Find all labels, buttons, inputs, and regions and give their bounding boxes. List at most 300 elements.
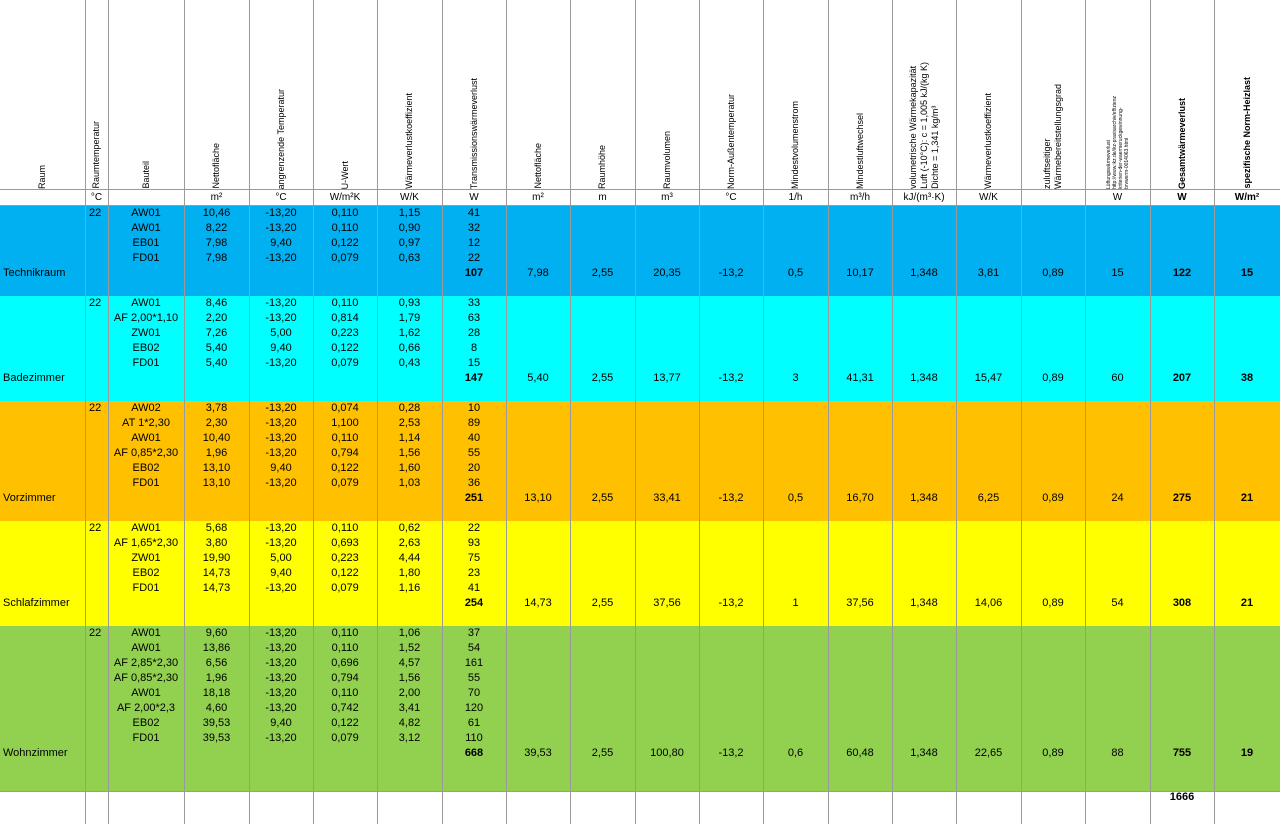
ventilation-loss-coefficient: 6,25 (977, 492, 1000, 504)
bauteil-cell: AW02 (131, 402, 161, 414)
room-volume: 37,56 (653, 597, 681, 609)
adjacent-temp-cell: -13,20 (265, 432, 297, 444)
ventilation-loss-coefficient: 15,47 (974, 372, 1003, 384)
column-header-label: volumetrische Wärmekapazität Luft (-10°C): c = 1,005 kJ/(kg K) Dichte = 1,341 kg/m³ (907, 62, 940, 189)
u-value-cell: 0,696 (331, 657, 359, 669)
transmission-loss-cell: 15 (467, 357, 481, 369)
area-cell: 39,53 (202, 717, 231, 729)
room-name: Technikraum (3, 267, 66, 279)
transmission-total: 107 (464, 267, 484, 279)
column-header[interactable] (1150, 0, 1214, 189)
recovery-efficiency: 0,89 (1042, 267, 1064, 279)
adjacent-temp-cell: -13,20 (265, 252, 297, 264)
bauteil-cell: EB01 (132, 237, 160, 249)
min-volume-flow: 0,5 (787, 492, 804, 504)
loss-coefficient-cell: 1,56 (398, 447, 421, 459)
specific-heat-load: 15 (1240, 267, 1254, 279)
room-temperature: 22 (89, 402, 102, 414)
bauteil-cell: ZW01 (131, 327, 161, 339)
area-cell: 5,40 (205, 357, 228, 369)
area-cell: 2,20 (205, 312, 228, 324)
bauteil-cell: AW01 (131, 222, 161, 234)
u-value-cell: 0,122 (331, 717, 359, 729)
bauteil-cell: AF 0,85*2,30 (113, 672, 179, 684)
area-cell: 8,46 (205, 297, 228, 309)
transmission-loss-cell: 33 (467, 297, 481, 309)
adjacent-temp-cell: -13,20 (265, 477, 297, 489)
area-cell: 13,86 (202, 642, 231, 654)
min-volume-flow: 0,5 (787, 267, 804, 279)
column-header[interactable] (184, 0, 249, 189)
adjacent-temp-cell: 9,40 (270, 717, 292, 729)
column-header-label: angrenzende Temperatur (275, 88, 286, 189)
u-value-cell: 0,079 (331, 477, 359, 489)
column-header[interactable] (1021, 0, 1085, 189)
total-heat-loss: 122 (1172, 267, 1192, 279)
column-header[interactable] (892, 0, 956, 189)
column-header-label: Wärmeverlustkoeffizient (404, 93, 414, 189)
column-unit: m² (210, 192, 223, 203)
heat-capacity: 1,348 (910, 747, 938, 759)
column-header-label: Gesamtwärmeverlust (1176, 97, 1187, 189)
heat-capacity: 1,348 (910, 597, 938, 609)
room-net-area: 5,40 (527, 372, 549, 384)
area-cell: 3,78 (205, 402, 228, 414)
area-cell: 2,30 (205, 417, 228, 429)
u-value-cell: 0,223 (331, 327, 359, 339)
column-header[interactable] (377, 0, 442, 189)
column-header[interactable] (1085, 0, 1150, 189)
bauteil-cell: AW01 (131, 522, 161, 534)
column-unit: W (1112, 192, 1123, 203)
room-temperature: 22 (89, 207, 102, 219)
heat-capacity: 1,348 (910, 372, 938, 384)
column-unit: W (1177, 192, 1187, 203)
loss-coefficient-cell: 1,16 (398, 582, 421, 594)
specific-heat-load: 38 (1240, 372, 1254, 384)
column-header[interactable] (828, 0, 892, 189)
column-unit: m³ (661, 192, 673, 203)
transmission-loss-cell: 55 (467, 447, 481, 459)
column-unit: °C (275, 192, 287, 203)
adjacent-temp-cell: -13,20 (265, 417, 297, 429)
u-value-cell: 0,079 (331, 732, 359, 744)
loss-coefficient-cell: 1,52 (398, 642, 421, 654)
bauteil-cell: AW01 (131, 207, 161, 219)
bauteil-cell: FD01 (132, 477, 160, 489)
heat-capacity: 1,348 (910, 267, 938, 279)
column-header-label: Raum (37, 164, 47, 189)
u-value-cell: 0,122 (331, 237, 359, 249)
transmission-loss-cell: 37 (467, 627, 481, 639)
area-cell: 8,22 (205, 222, 228, 234)
column-header[interactable] (699, 0, 763, 189)
column-header[interactable] (570, 0, 635, 189)
outdoor-temperature: -13,2 (718, 747, 744, 759)
area-cell: 18,18 (202, 687, 231, 699)
u-value-cell: 0,079 (331, 357, 359, 369)
room-name: Schlafzimmer (3, 597, 70, 609)
u-value-cell: 0,814 (331, 312, 359, 324)
transmission-loss-cell: 36 (467, 477, 481, 489)
adjacent-temp-cell: -13,20 (265, 732, 297, 744)
area-cell: 7,98 (205, 237, 228, 249)
column-header-label: U-Wert (339, 160, 350, 189)
adjacent-temp-cell: -13,20 (265, 672, 297, 684)
loss-coefficient-cell: 1,56 (398, 672, 421, 684)
room-net-area: 39,53 (524, 747, 552, 759)
bauteil-cell: AF 2,85*2,30 (113, 657, 179, 669)
recovery-efficiency: 0,89 (1042, 597, 1064, 609)
transmission-loss-cell: 89 (467, 417, 481, 429)
column-header-label: Raumhöhe (597, 144, 607, 189)
transmission-total: 254 (464, 597, 484, 609)
u-value-cell: 0,079 (331, 252, 359, 264)
u-value-cell: 0,110 (331, 222, 359, 234)
u-value-cell: 0,110 (331, 432, 359, 444)
loss-coefficient-cell: 1,15 (398, 207, 421, 219)
column-header[interactable] (108, 0, 184, 189)
min-volume-flow: 3 (792, 372, 799, 384)
transmission-total: 251 (464, 492, 484, 504)
loss-coefficient-cell: 0,63 (398, 252, 421, 264)
column-header-label: Mindestvolumenstrom (790, 100, 800, 189)
total-heat-loss: 308 (1172, 597, 1192, 609)
adjacent-temp-cell: -13,20 (265, 357, 297, 369)
column-header-label: Mindestluftwechsel (854, 112, 865, 189)
loss-coefficient-cell: 0,93 (398, 297, 421, 309)
transmission-loss-cell: 20 (467, 462, 481, 474)
u-value-cell: 0,693 (331, 537, 359, 549)
ventilation-loss-coefficient: 3,81 (977, 267, 1000, 279)
room-volume: 20,35 (653, 267, 681, 279)
bauteil-cell: AW01 (131, 627, 161, 639)
bauteil-cell: FD01 (132, 582, 160, 594)
ventilation-loss: 60 (1111, 372, 1124, 384)
transmission-loss-cell: 41 (467, 207, 481, 219)
room-name: Wohnzimmer (3, 747, 68, 759)
min-air-change: 60,48 (846, 747, 874, 759)
column-unit: W/K (400, 192, 419, 203)
area-cell: 10,46 (202, 207, 231, 219)
column-header-label: Raumvolumen (661, 130, 672, 189)
total-heat-loss: 275 (1172, 492, 1192, 504)
transmission-loss-cell: 41 (467, 582, 481, 594)
bauteil-cell: EB02 (132, 462, 160, 474)
transmission-loss-cell: 161 (464, 657, 484, 669)
transmission-loss-cell: 8 (470, 342, 478, 354)
column-unit (0, 190, 85, 205)
loss-coefficient-cell: 0,97 (398, 237, 421, 249)
u-value-cell: 0,742 (331, 702, 359, 714)
column-unit: W/K (979, 192, 998, 203)
adjacent-temp-cell: -13,20 (265, 657, 297, 669)
column-unit: °C (725, 192, 737, 203)
u-value-cell: 0,223 (331, 552, 359, 564)
adjacent-temp-cell: -13,20 (265, 627, 297, 639)
bauteil-cell: AF 2,00*2,3 (116, 702, 176, 714)
column-header-label: zuluftseitiger Wärmebereitstellungsgrad (1042, 83, 1063, 189)
bauteil-cell: EB02 (132, 567, 160, 579)
adjacent-temp-cell: -13,20 (265, 582, 297, 594)
column-header-label: Norm-Außentemperatur (725, 93, 736, 189)
column-unit: m² (532, 192, 544, 203)
u-value-cell: 0,122 (331, 462, 359, 474)
area-cell: 1,96 (205, 672, 228, 684)
loss-coefficient-cell: 2,63 (398, 537, 421, 549)
loss-coefficient-cell: 1,03 (398, 477, 421, 489)
loss-coefficient-cell: 0,62 (398, 522, 421, 534)
column-unit (108, 190, 184, 205)
u-value-cell: 0,110 (331, 207, 359, 219)
bauteil-cell: FD01 (132, 252, 160, 264)
room-volume: 100,80 (650, 747, 684, 759)
room-height: 2,55 (591, 747, 614, 759)
u-value-cell: 0,122 (331, 342, 359, 354)
column-header-label: spezifische Norm-Heizlast (1241, 77, 1252, 189)
u-value-cell: 0,794 (331, 447, 359, 459)
transmission-loss-cell: 40 (467, 432, 481, 444)
transmission-loss-cell: 63 (467, 312, 481, 324)
loss-coefficient-cell: 4,44 (398, 552, 421, 564)
area-cell: 13,10 (202, 462, 231, 474)
column-header-label: Lüftungswärmeverlust http://www.ikz.de/ikz-praxisarchiv/effizienz kriterien-der-waermeruckgewinnung- brvwerm-0014063.html (1105, 96, 1130, 189)
loss-coefficient-cell: 0,66 (398, 342, 421, 354)
total-heat-loss: 755 (1172, 747, 1192, 759)
area-cell: 39,53 (202, 732, 231, 744)
ventilation-loss: 88 (1111, 747, 1124, 759)
adjacent-temp-cell: -13,20 (265, 207, 297, 219)
min-volume-flow: 1 (792, 597, 799, 609)
column-header-label: Nettofläche (211, 143, 221, 189)
loss-coefficient-cell: 1,80 (398, 567, 421, 579)
column-unit: W/m² (1234, 192, 1260, 203)
transmission-loss-cell: 10 (467, 402, 481, 414)
transmission-loss-cell: 28 (467, 327, 481, 339)
adjacent-temp-cell: 9,40 (270, 237, 292, 249)
transmission-loss-cell: 120 (464, 702, 484, 714)
adjacent-temp-cell: -13,20 (265, 402, 297, 414)
min-air-change: 10,17 (846, 267, 874, 279)
room-temperature: 22 (89, 627, 102, 639)
min-air-change: 41,31 (846, 372, 874, 384)
u-value-cell: 0,110 (331, 297, 359, 309)
transmission-loss-cell: 22 (467, 252, 481, 264)
bauteil-cell: AW01 (131, 642, 161, 654)
column-unit: W/m²K (329, 192, 361, 203)
u-value-cell: 0,110 (331, 642, 359, 654)
ventilation-loss-coefficient: 14,06 (974, 597, 1003, 609)
room-height: 2,55 (591, 492, 614, 504)
bauteil-cell: AF 1,65*2,30 (113, 537, 179, 549)
u-value-cell: 0,122 (331, 567, 359, 579)
u-value-cell: 0,079 (331, 582, 359, 594)
transmission-loss-cell: 110 (465, 732, 483, 744)
room-temperature: 22 (89, 297, 102, 309)
outdoor-temperature: -13,2 (718, 372, 744, 384)
adjacent-temp-cell: 5,00 (270, 552, 292, 564)
bauteil-cell: FD01 (132, 732, 160, 744)
loss-coefficient-cell: 1,60 (398, 462, 421, 474)
bauteil-cell: AT 1*2,30 (122, 417, 170, 429)
transmission-loss-cell: 22 (467, 522, 481, 534)
bauteil-cell: EB02 (132, 342, 160, 354)
transmission-loss-cell: 54 (467, 642, 481, 654)
bauteil-cell: EB02 (132, 717, 160, 729)
column-unit (1021, 190, 1085, 205)
loss-coefficient-cell: 1,14 (398, 432, 421, 444)
bauteil-cell: AW01 (131, 687, 161, 699)
room-name: Vorzimmer (3, 492, 56, 504)
room-height: 2,55 (591, 267, 614, 279)
area-cell: 14,73 (202, 567, 231, 579)
min-air-change: 37,56 (846, 597, 874, 609)
column-header[interactable] (635, 0, 699, 189)
room-temperature: 22 (89, 522, 102, 534)
column-unit: 1/h (788, 192, 803, 203)
transmission-loss-cell: 93 (467, 537, 481, 549)
area-cell: 7,98 (205, 252, 228, 264)
column-header-label: Raumtemperatur (91, 121, 101, 189)
transmission-loss-cell: 55 (467, 672, 481, 684)
bauteil-cell: AW01 (131, 432, 161, 444)
column-unit: °C (90, 192, 103, 203)
room-height: 2,55 (591, 597, 614, 609)
room-name: Badezimmer (3, 372, 65, 384)
room-net-area: 13,10 (524, 492, 552, 504)
ventilation-loss: 24 (1111, 492, 1124, 504)
adjacent-temp-cell: 9,40 (270, 342, 292, 354)
room-volume: 33,41 (653, 492, 681, 504)
room-volume: 13,77 (653, 372, 681, 384)
loss-coefficient-cell: 0,43 (398, 357, 421, 369)
column-header-label: Wärmeverlustkoeffizient (983, 93, 993, 189)
loss-coefficient-cell: 1,06 (398, 627, 421, 639)
column-header[interactable] (0, 0, 85, 189)
column-header-label: Bauteil (140, 161, 151, 189)
loss-coefficient-cell: 2,53 (398, 417, 421, 429)
bauteil-cell: FD01 (132, 357, 160, 369)
column-header[interactable] (506, 0, 570, 189)
adjacent-temp-cell: -13,20 (265, 312, 297, 324)
u-value-cell: 0,110 (331, 687, 359, 699)
adjacent-temp-cell: 9,40 (270, 462, 292, 474)
area-cell: 5,40 (205, 342, 228, 354)
bauteil-cell: ZW01 (131, 552, 161, 564)
ventilation-loss: 15 (1111, 267, 1124, 279)
column-header[interactable] (85, 0, 108, 189)
adjacent-temp-cell: -13,20 (265, 687, 297, 699)
transmission-loss-cell: 70 (467, 687, 481, 699)
adjacent-temp-cell: 9,40 (270, 567, 292, 579)
transmission-loss-cell: 61 (467, 717, 481, 729)
area-cell: 19,90 (202, 552, 231, 564)
u-value-cell: 0,794 (331, 672, 359, 684)
specific-heat-load: 21 (1240, 492, 1254, 504)
total-heat-loss: 207 (1172, 372, 1192, 384)
area-cell: 3,80 (205, 537, 228, 549)
adjacent-temp-cell: -13,20 (265, 297, 297, 309)
area-cell: 1,96 (205, 447, 228, 459)
specific-heat-load: 21 (1240, 597, 1254, 609)
area-cell: 13,10 (202, 477, 231, 489)
column-header[interactable] (249, 0, 313, 189)
transmission-loss-cell: 12 (467, 237, 481, 249)
column-unit: m (598, 192, 607, 203)
loss-coefficient-cell: 4,82 (398, 717, 421, 729)
room-height: 2,55 (591, 372, 614, 384)
loss-coefficient-cell: 3,12 (398, 732, 421, 744)
loss-coefficient-cell: 1,62 (398, 327, 421, 339)
area-cell: 5,68 (205, 522, 228, 534)
transmission-loss-cell: 75 (467, 552, 481, 564)
transmission-loss-cell: 23 (467, 567, 481, 579)
area-cell: 10,40 (202, 432, 231, 444)
row-gridline (0, 791, 1280, 792)
room-net-area: 14,73 (524, 597, 552, 609)
area-cell: 6,56 (205, 657, 228, 669)
specific-heat-load: 19 (1240, 747, 1254, 759)
area-cell: 14,73 (202, 582, 231, 594)
loss-coefficient-cell: 0,28 (398, 402, 421, 414)
loss-coefficient-cell: 3,41 (398, 702, 421, 714)
room-net-area: 7,98 (527, 267, 549, 279)
column-unit: W (469, 192, 479, 203)
adjacent-temp-cell: -13,20 (265, 642, 297, 654)
area-cell: 7,26 (205, 327, 228, 339)
column-header-label: Transmissionswärmeverlust (468, 77, 479, 189)
outdoor-temperature: -13,2 (718, 267, 744, 279)
transmission-loss-cell: 32 (467, 222, 481, 234)
column-header[interactable] (442, 0, 506, 189)
u-value-cell: 0,110 (331, 627, 359, 639)
u-value-cell: 0,074 (331, 402, 359, 414)
adjacent-temp-cell: -13,20 (265, 522, 297, 534)
adjacent-temp-cell: -13,20 (265, 702, 297, 714)
recovery-efficiency: 0,89 (1042, 747, 1064, 759)
bauteil-cell: AF 2,00*1,10 (113, 312, 179, 324)
u-value-cell: 0,110 (331, 522, 359, 534)
outdoor-temperature: -13,2 (718, 492, 744, 504)
area-cell: 9,60 (205, 627, 228, 639)
bauteil-cell: AW01 (131, 297, 161, 309)
area-cell: 4,60 (205, 702, 228, 714)
adjacent-temp-cell: 5,00 (270, 327, 292, 339)
transmission-total: 147 (464, 372, 484, 384)
column-header[interactable] (956, 0, 1021, 189)
heat-capacity: 1,348 (910, 492, 938, 504)
min-volume-flow: 0,6 (787, 747, 804, 759)
loss-coefficient-cell: 4,57 (398, 657, 421, 669)
column-header[interactable] (313, 0, 377, 189)
column-unit: kJ/(m³·K) (903, 192, 945, 203)
loss-coefficient-cell: 1,79 (398, 312, 421, 324)
recovery-efficiency: 0,89 (1042, 372, 1064, 384)
column-header[interactable] (763, 0, 828, 189)
ventilation-loss-coefficient: 22,65 (974, 747, 1003, 759)
u-value-cell: 1,100 (331, 417, 359, 429)
recovery-efficiency: 0,89 (1042, 492, 1064, 504)
adjacent-temp-cell: -13,20 (265, 537, 297, 549)
adjacent-temp-cell: -13,20 (265, 222, 297, 234)
adjacent-temp-cell: -13,20 (265, 447, 297, 459)
grand-total: 1666 (1169, 791, 1195, 803)
transmission-total: 668 (464, 747, 484, 759)
column-header[interactable] (1214, 0, 1280, 189)
column-header-label: Nettofläche (532, 143, 543, 189)
loss-coefficient-cell: 0,90 (398, 222, 421, 234)
ventilation-loss: 54 (1111, 597, 1124, 609)
